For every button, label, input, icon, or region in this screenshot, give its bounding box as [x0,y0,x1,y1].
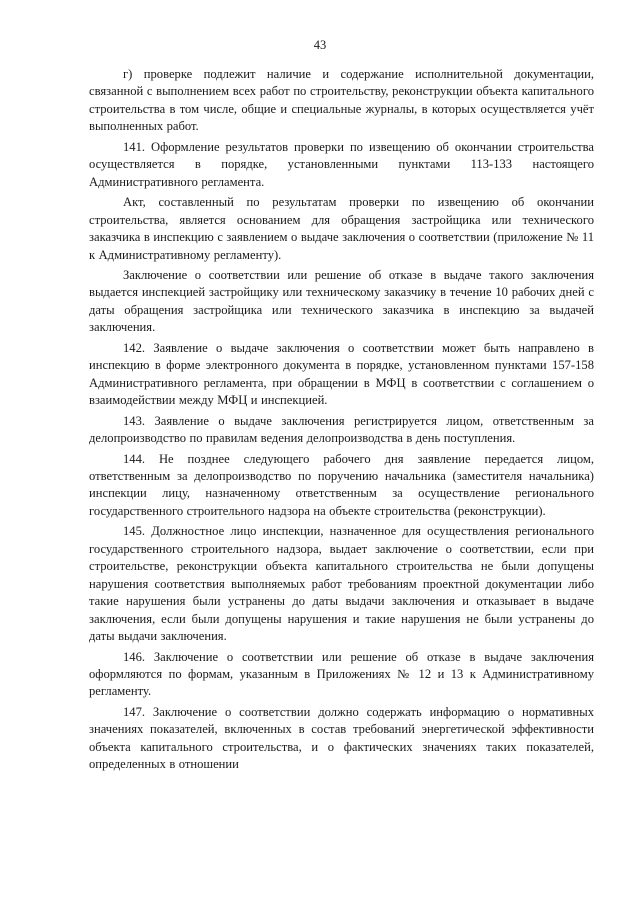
page-number: 43 [313,38,327,52]
paragraph-143: 143. Заявление о выдаче заключения регистрируется лицом, ответственным за делопроизводство по правилам ведения делопроизводства в день поступления. [89,413,594,446]
paragraph-145: 145. Должностное лицо инспекции, назначенное для осуществления регионального государственного строительного надзора, выдает заключение о соответствии, если при строительстве, реконструкции объекта капитального строительства не были допущены нарушения соответствия выполняемых работ требованиям проектной документации либо такие нарушения были устранены до даты выдачи заключения и отказывает в выдаче заключения, если были допущены нарушения и такие нарушения не были устранены до даты выдачи заключения. [89,524,594,644]
paragraph-144: 144. Не позднее следующего рабочего дня заявление передается лицом, ответственным за делопроизводство по поручению начальника (заместителя начальника) инспекции лицу, назначенному ответственным за осуществление регионального государственного строительного надзора на объекте строительства (реконструкции). [89,451,594,518]
paragraph-conclusion-issuance: Заключение о соответствии или решение об отказе в выдаче такого заключения выдается инспекцией застройщику или техническому заказчику в течение 10 рабочих дней с даты обращения застройщика или технического заказчика в инспекцию за выдачей заключения. [89,267,594,335]
paragraph-146: 146. Заключение о соответствии или решение об отказе в выдаче заключения оформляются по формам, указанным в Приложениях № 12 и 13 к Административному регламенту. [89,649,594,699]
document-body [89,66,594,774]
paragraph-act: Акт, составленный по результатам проверки по извещению об окончании строительства, является основанием для обращения застройщика или технического заказчика в инспекцию с заявлением о выдаче заключения о соответствии (приложение № 11 к Административному регламенту). [89,195,594,262]
paragraph-147: 147. Заключение о соответствии должно содержать информацию о нормативных значениях показателей, включенных в состав требований энергетической эффективности объекта капитального строительства, и о фактических значениях таких показателей, определенных в отношении [89,704,594,772]
paragraph-item-g: г) проверке подлежит наличие и содержание исполнительной документации, связанной с выполнением всех работ по строительству, реконструкции объекта капитального строительства в том числе, общие и специальные журналы, в которых осуществляется учёт выполненных работ. [89,67,594,134]
paragraph-141: 141. Оформление результатов проверки по извещению об окончании строительства осуществляется в порядке, установленными пунктами 113-133 настоящего Административного регламента. [89,139,594,189]
paragraph-142: 142. Заявление о выдаче заключения о соответствии может быть направлено в инспекцию в форме электронного документа в порядке, установленном пунктами 157-158 Административного регламента, при обращении в МФЦ в соответствии с соглашением о взаимодействии между МФЦ и инспекцией. [89,340,594,408]
